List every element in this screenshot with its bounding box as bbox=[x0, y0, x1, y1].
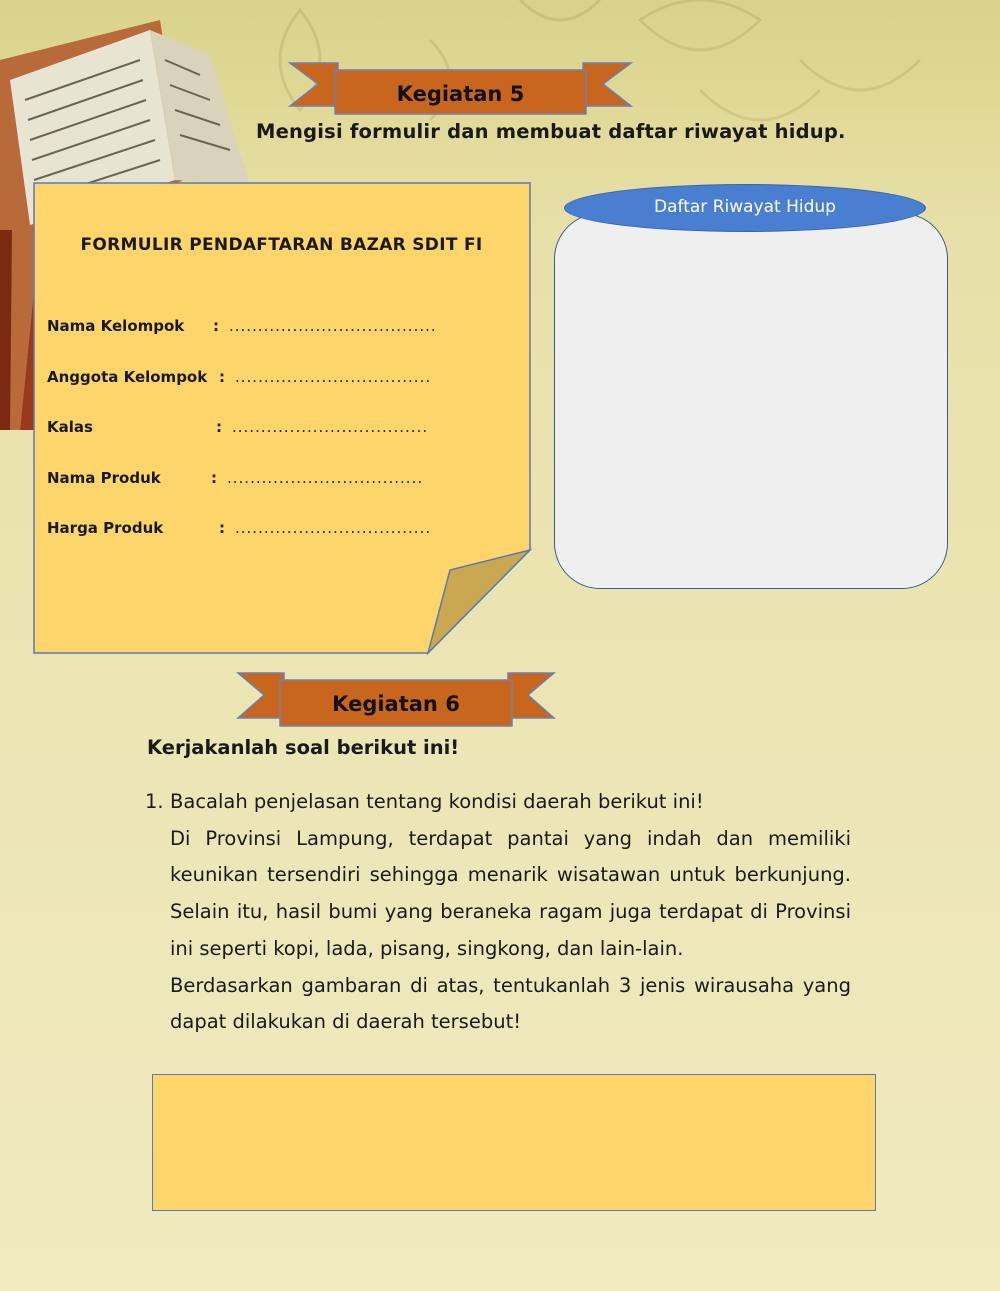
registration-form-note bbox=[33, 182, 533, 655]
answer-box[interactable] bbox=[152, 1074, 876, 1211]
field-colon: : bbox=[219, 368, 225, 386]
form-title: FORMULIR PENDAFTARAN BAZAR SDIT FI bbox=[80, 235, 483, 255]
field-harga-produk bbox=[47, 519, 432, 537]
kegiatan-5-label: Kegiatan 5 bbox=[396, 82, 525, 106]
field-colon: : bbox=[211, 469, 217, 487]
cv-header: Daftar Riwayat Hidup bbox=[564, 184, 926, 232]
field-colon: : bbox=[213, 317, 219, 335]
field-blank[interactable]: .................................. bbox=[235, 368, 432, 386]
kegiatan-5-ribbon bbox=[288, 60, 633, 116]
question-intro: Bacalah penjelasan tentang kondisi daerah berikut ini! bbox=[170, 790, 704, 813]
field-kalas bbox=[47, 418, 429, 436]
field-blank[interactable]: .................................. bbox=[227, 469, 424, 487]
cv-answer-box[interactable] bbox=[554, 213, 948, 589]
question-paragraph-1: Di Provinsi Lampung, terdapat pantai yang indah dan memiliki keunikan tersendiri sehingga menarik wisatawan untuk berkunjung. Selain itu, hasil bumi yang beraneka ragam juga terdapat di Provinsi ini seperti kopi, lada, pisang, singkong, dan lain-lain. bbox=[170, 826, 851, 960]
field-colon: : bbox=[219, 519, 225, 537]
kegiatan-6-label: Kegiatan 6 bbox=[332, 692, 460, 716]
field-label: Anggota Kelompok bbox=[47, 368, 208, 386]
field-nama-produk bbox=[47, 469, 424, 487]
question-paragraph-2: Berdasarkan gambaran di atas, tentukanlah 3 jenis wirausaha yang dapat dilakukan di daerah tersebut! bbox=[170, 973, 851, 1034]
field-anggota-kelompok bbox=[47, 368, 432, 386]
question-number: 1. bbox=[145, 790, 164, 813]
field-colon: : bbox=[216, 418, 222, 436]
field-blank[interactable]: .................................. bbox=[232, 418, 429, 436]
field-label: Nama Produk bbox=[47, 469, 161, 487]
field-blank[interactable]: .................................... bbox=[229, 317, 437, 335]
field-label: Harga Produk bbox=[47, 519, 164, 537]
kegiatan-6-instruction: Kerjakanlah soal berikut ini! bbox=[147, 736, 460, 759]
field-nama-kelompok bbox=[47, 317, 437, 335]
field-label: Nama Kelompok bbox=[47, 317, 185, 335]
field-label: Kalas bbox=[47, 418, 93, 436]
kegiatan-5-subtitle: Mengisi formulir dan membuat daftar riwayat hidup. bbox=[256, 120, 846, 143]
question-1 bbox=[145, 784, 851, 1041]
kegiatan-6-ribbon bbox=[236, 670, 556, 728]
field-blank[interactable]: .................................. bbox=[235, 519, 432, 537]
